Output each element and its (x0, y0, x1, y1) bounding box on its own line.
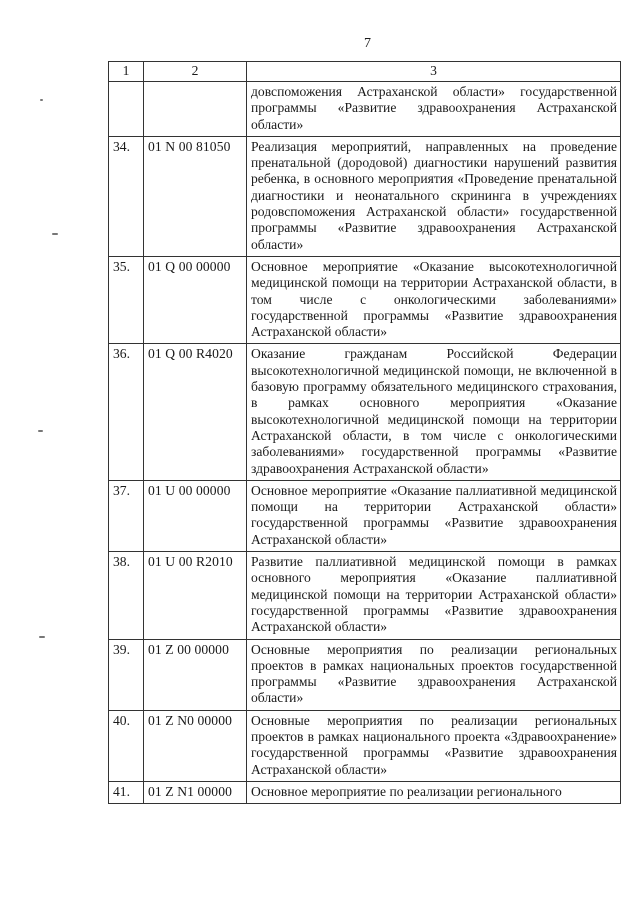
table-row (109, 480, 621, 551)
scan-mark (39, 636, 45, 638)
row-number: 34. (109, 136, 144, 256)
row-code: 01 Z 00 00000 (144, 639, 247, 710)
table-row (109, 344, 621, 480)
row-description: Основное мероприятие по реализации регионального (247, 781, 621, 803)
scan-mark (38, 430, 43, 432)
header-col-2: 2 (144, 62, 247, 82)
row-code: 01 Z N1 00000 (144, 781, 247, 803)
row-description: Основные мероприятия по реализации региональных проектов в рамках национального проекта «Здравоохранение» государственной программы «Развитие здравоохранения Астраханской области» (247, 710, 621, 781)
table-row (109, 710, 621, 781)
scan-mark (40, 99, 43, 101)
table-row (109, 552, 621, 639)
table-row (109, 136, 621, 256)
page-number: 7 (364, 36, 371, 51)
table-row (109, 82, 621, 137)
row-description: Основное мероприятие «Оказание высокотехнологичной медицинской помощи на территории Астраханской области, в том числе с онкологическими заболеваниями» государственной программы «Развитие здравоохранения Астраханской области» (247, 256, 621, 343)
row-code (144, 82, 247, 137)
row-number: 35. (109, 256, 144, 343)
table-row (109, 639, 621, 710)
row-code: 01 U 00 R2010 (144, 552, 247, 639)
row-description: Основные мероприятия по реализации региональных проектов в рамках национальных проектов государственной программы «Развитие здравоохранения Астраханской области» (247, 639, 621, 710)
row-description: Развитие паллиативной медицинской помощи в рамках основного мероприятия «Оказание паллиативной медицинской помощи на территории Астраханской области» государственной программы «Развитие здравоохранения Астраханской области» (247, 552, 621, 639)
table-row (109, 256, 621, 343)
row-number: 36. (109, 344, 144, 480)
row-number: 38. (109, 552, 144, 639)
row-number: 40. (109, 710, 144, 781)
table-row (109, 781, 621, 803)
scan-mark (52, 233, 58, 235)
row-description: Реализация мероприятий, направленных на проведение пренатальной (дородовой) диагностики нарушений развития ребенка, в основного мероприятия «Проведение пренатальной диагностики и неонатального скрининга в учреждениях родовспоможения Астраханской области» государственной программы «Развитие здравоохранения Астраханской области» (247, 136, 621, 256)
row-description: Оказание гражданам Российской Федерации высокотехнологичной медицинской помощи, не включенной в базовую программу обязательного медицинского страхования, в рамках основного мероприятия «Оказание высокотехнологичной медицинской помощи на территории Астраханской области, в том числе с онкологическими заболеваниями» государственной программы «Развитие здравоохранения Астраханской области» (247, 344, 621, 480)
row-code: 01 Q 00 00000 (144, 256, 247, 343)
row-code: 01 U 00 00000 (144, 480, 247, 551)
row-description: Основное мероприятие «Оказание паллиативной медицинской помощи на территории Астраханской области» государственной программы «Развитие здравоохранения Астраханской области» (247, 480, 621, 551)
row-code: 01 Q 00 R4020 (144, 344, 247, 480)
row-code: 01 Z N0 00000 (144, 710, 247, 781)
row-number (109, 82, 144, 137)
table-header-row (109, 62, 621, 82)
row-number: 39. (109, 639, 144, 710)
row-number: 37. (109, 480, 144, 551)
row-code: 01 N 00 81050 (144, 136, 247, 256)
budget-classification-table (108, 61, 621, 804)
row-description: довспоможения Астраханской области» государственной программы «Развитие здравоохранения Астраханской области» (247, 82, 621, 137)
header-col-3: 3 (247, 62, 621, 82)
header-col-1: 1 (109, 62, 144, 82)
row-number: 41. (109, 781, 144, 803)
